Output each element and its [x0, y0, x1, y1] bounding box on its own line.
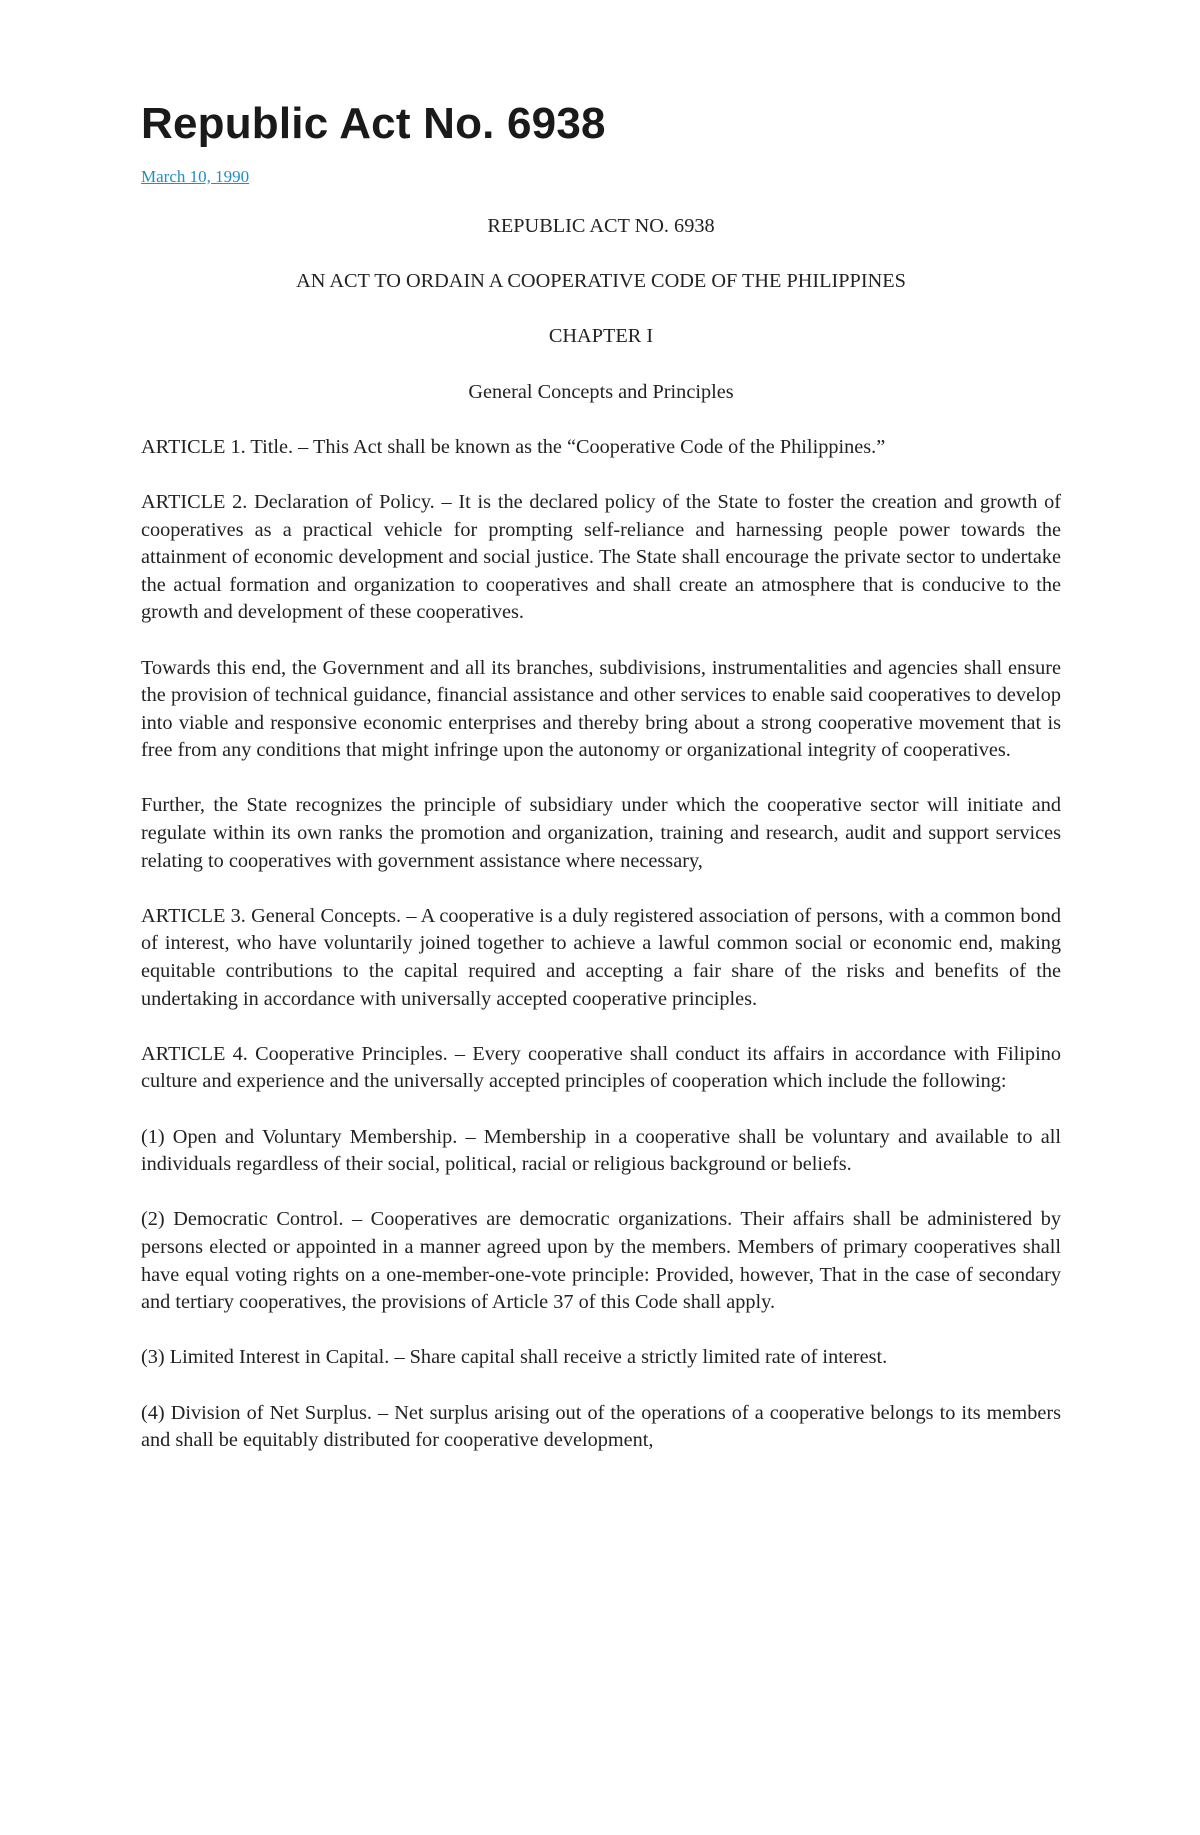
document-body — [141, 213, 1061, 1482]
chapter-title-heading: General Concepts and Principles — [468, 380, 734, 403]
chapter-heading: CHAPTER I — [548, 325, 654, 348]
article-1-paragraph: ARTICLE 1. Title. – This Act shall be known as the “Cooperative Code of the Philippines.” — [141, 435, 886, 458]
principle-4-paragraph: (4) Division of Net Surplus. – Net surplus arising out of the operations of a cooperative belongs to its members and shall be equitably distributed for cooperative development, — [141, 1401, 1061, 1452]
date-link[interactable]: March 10, 1990 — [141, 167, 250, 186]
article-2-subsidiarity-paragraph: Further, the State recognizes the principle of subsidiary under which the cooperative sector will initiate and regulate within its own ranks the promotion and organization, training and research, audit and support services relating to cooperatives with government assistance where necessary, — [141, 794, 1061, 872]
article-2-paragraph: ARTICLE 2. Declaration of Policy. – It is the declared policy of the State to foster the creation and growth of cooperatives as a practical vehicle for prompting self-reliance and harnessing people power towards the attainment of economic development and social justice. The State shall encourage the private sector to undertake the actual formation and organization to cooperatives and shall create an atmosphere that is conducive to the growth and development of these cooperatives. — [141, 490, 1061, 624]
principle-1-paragraph: (1) Open and Voluntary Membership. – Membership in a cooperative shall be voluntary and available to all individuals regardless of their social, political, racial or religious background or beliefs. — [141, 1125, 1061, 1176]
principle-3-paragraph: (3) Limited Interest in Capital. – Share capital shall receive a strictly limited rate of interest. — [141, 1346, 888, 1369]
article-2-continuation-paragraph: Towards this end, the Government and all its branches, subdivisions, instrumentalities and agencies shall ensure the provision of technical guidance, financial assistance and other services to enable said cooperatives to develop into viable and responsive economic enterprises and thereby bring about a strong cooperative movement that is free from any conditions that might infringe upon the autonomy or organizational integrity of cooperatives. — [141, 656, 1061, 762]
act-number-heading: REPUBLIC ACT NO. 6938 — [487, 215, 715, 237]
page-title: Republic Act No. 6938 — [141, 99, 606, 148]
principle-2-paragraph: (2) Democratic Control. – Cooperatives are democratic organizations. Their affairs shall be administered by persons elected or appointed in a manner agreed upon by the members. Members of primary cooperatives shall have equal voting rights on a one-member-one-vote principle: Provided, however, That in the case of secondary and tertiary cooperatives, the provisions of Article 37 of this Code shall apply. — [141, 1208, 1061, 1314]
act-title-heading: AN ACT TO ORDAIN A COOPERATIVE CODE OF THE PHILIPPINES — [296, 270, 906, 293]
article-3-paragraph: ARTICLE 3. General Concepts. – A cooperative is a duly registered association of persons, with a common bond of interest, who have voluntarily joined together to achieve a lawful common social or economic end, making equitable contributions to the capital required and accepting a fair share of the risks and benefits of the undertaking in accordance with universally accepted cooperative principles. — [141, 904, 1061, 1010]
article-4-paragraph: ARTICLE 4. Cooperative Principles. – Every cooperative shall conduct its affairs in accordance with Filipino culture and experience and the universally accepted principles of cooperation which include the following: — [141, 1042, 1061, 1093]
